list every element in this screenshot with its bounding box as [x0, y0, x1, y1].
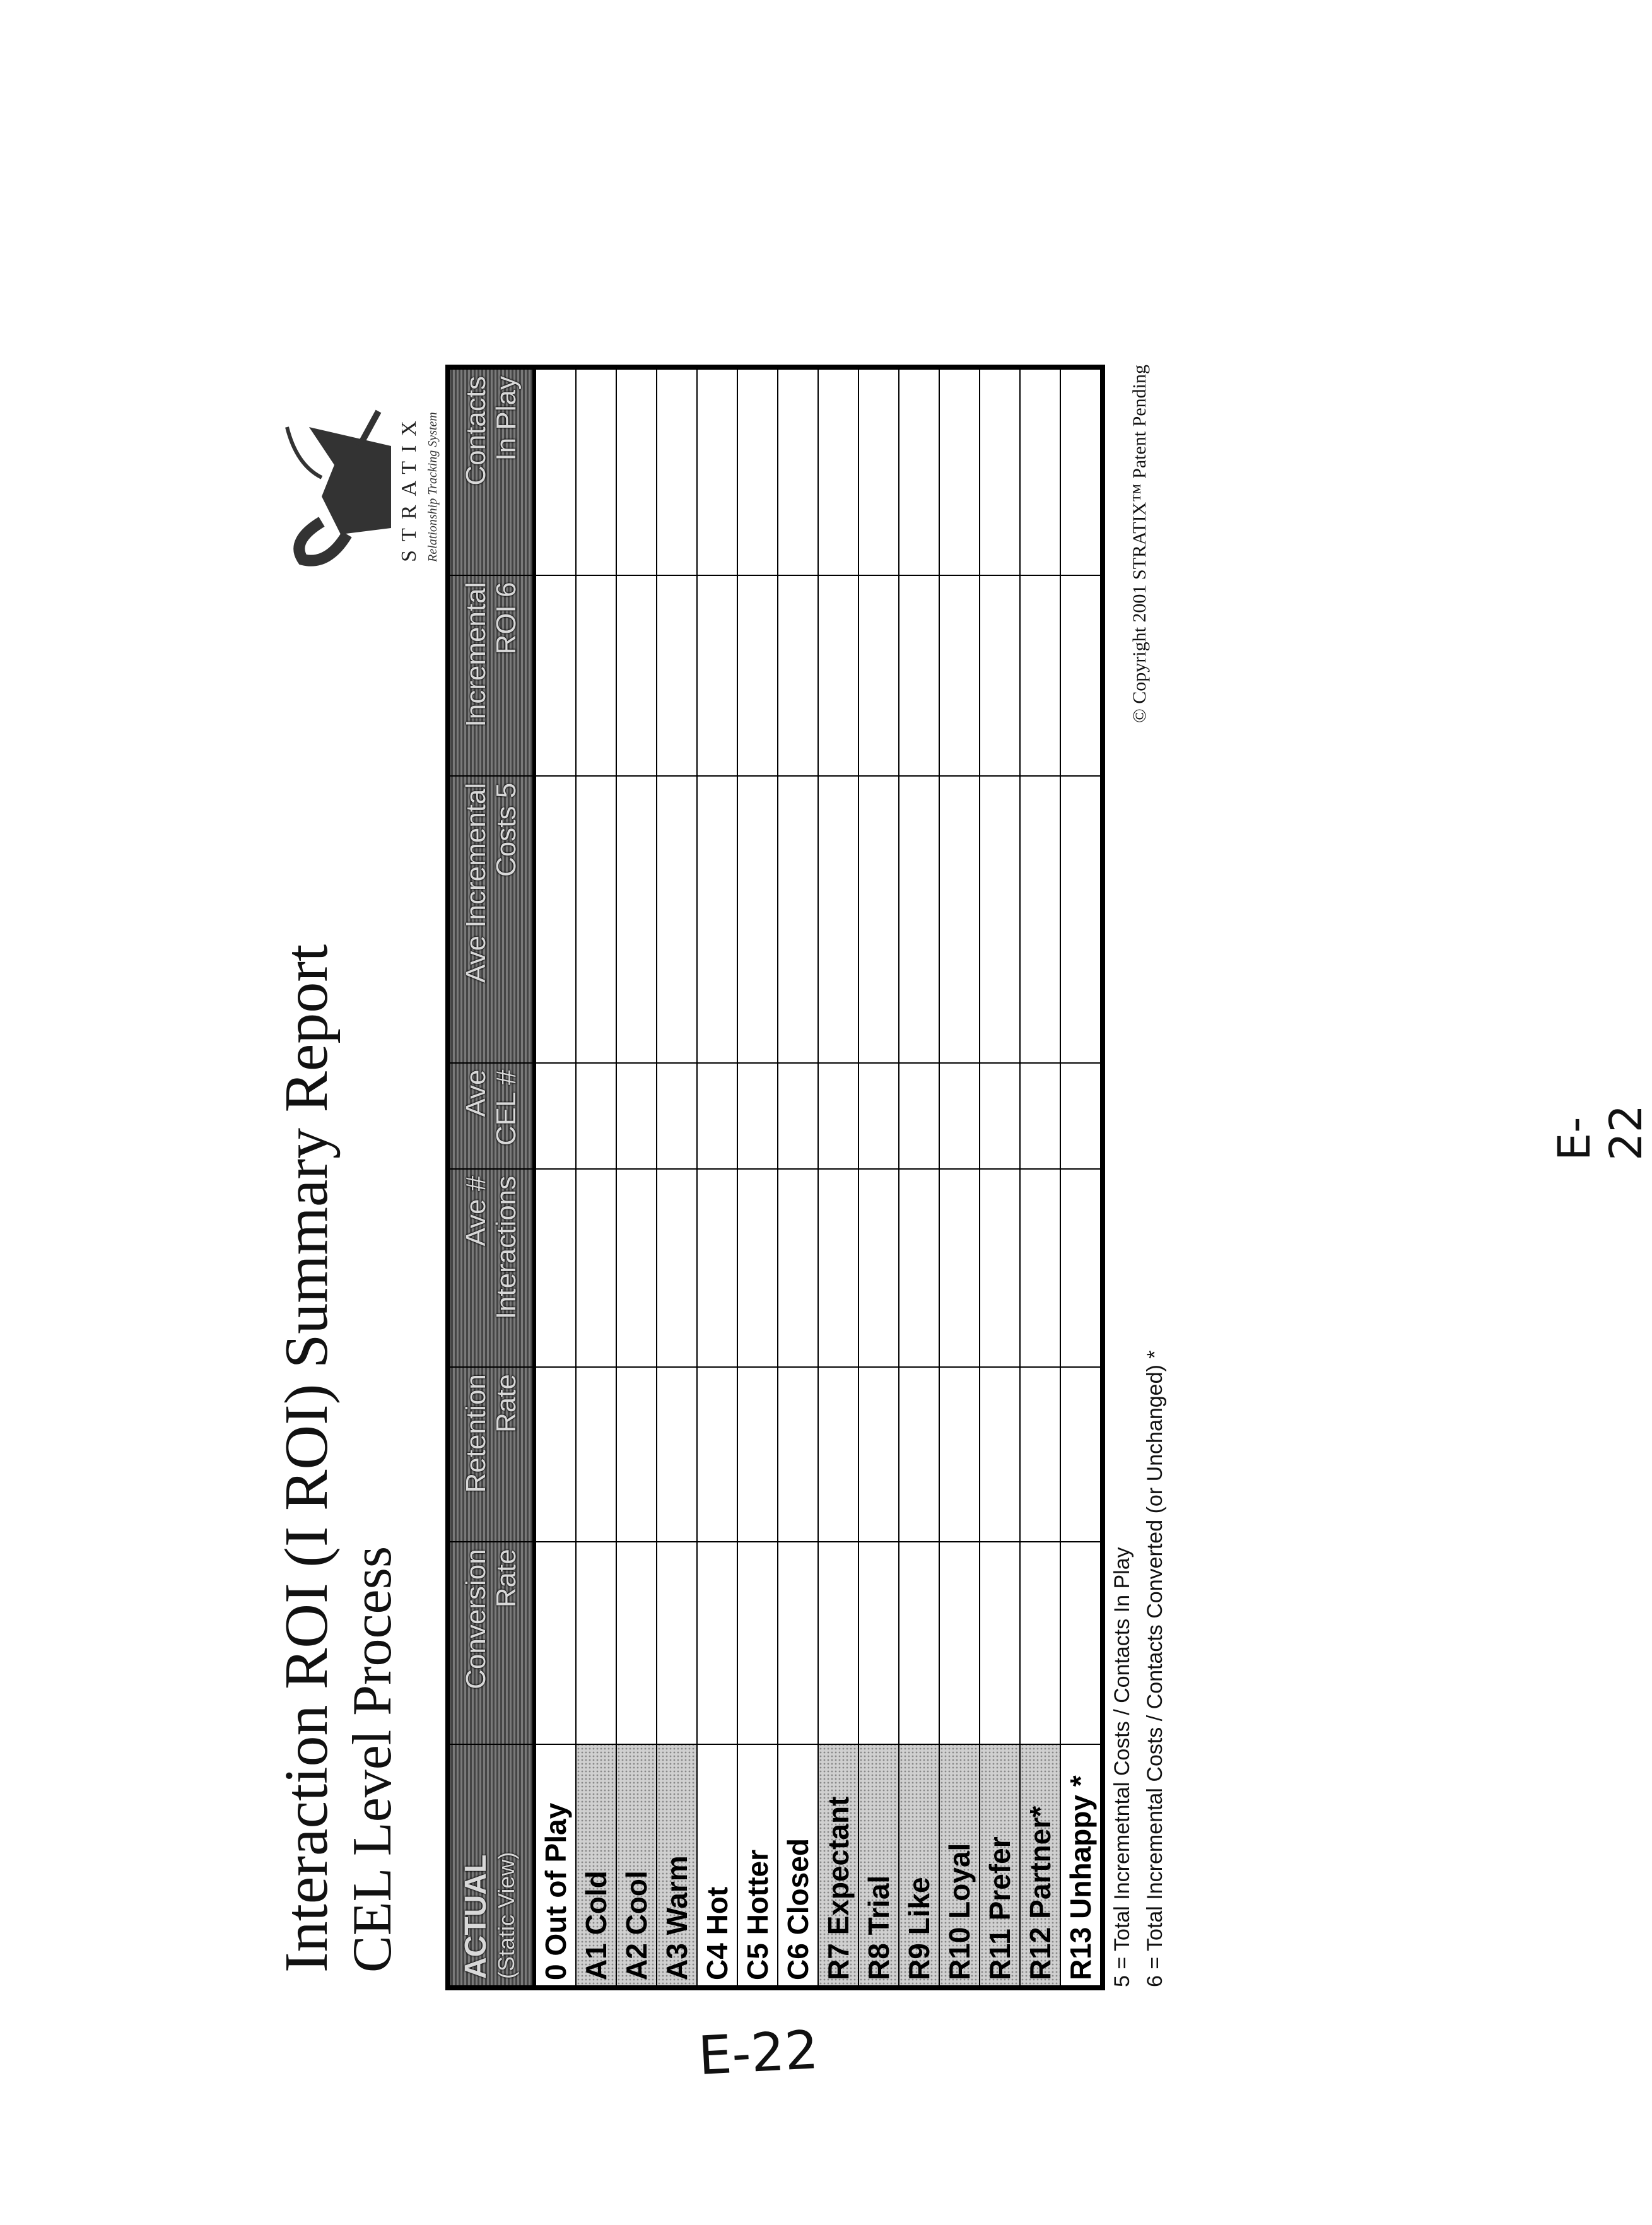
column-header: [448, 367, 534, 575]
empty-cell: [939, 575, 980, 776]
empty-cell: [939, 1542, 980, 1744]
handwritten-page-label: E-22: [697, 2019, 820, 2087]
column-header-line2: Rate: [491, 1374, 522, 1535]
empty-cell: [1060, 1542, 1103, 1744]
empty-cell: [899, 776, 939, 1063]
empty-cell: [737, 367, 778, 575]
row-label: R13 Unhappy *: [1060, 1744, 1103, 1988]
table-row: [778, 367, 818, 1988]
table-row: [980, 367, 1020, 1988]
empty-cell: [1060, 776, 1103, 1063]
empty-cell: [576, 1367, 616, 1542]
logo-tagline: Relationship Tracking System: [426, 364, 440, 610]
roi-summary-table: [445, 365, 1105, 1990]
empty-cell: [737, 776, 778, 1063]
empty-cell: [737, 1063, 778, 1169]
column-header: [448, 1367, 534, 1542]
empty-cell: [939, 776, 980, 1063]
column-header: [448, 1744, 534, 1988]
report-title: Interaction ROI (I ROI) Summary Report: [271, 944, 342, 1973]
table-row: [534, 367, 576, 1988]
row-label: C6 Closed: [778, 1744, 818, 1988]
empty-cell: [980, 575, 1020, 776]
empty-cell: [818, 575, 858, 776]
empty-cell: [899, 575, 939, 776]
empty-cell: [778, 1367, 818, 1542]
logo-name: STRATIX: [397, 364, 421, 610]
empty-cell: [534, 1063, 576, 1169]
empty-cell: [818, 776, 858, 1063]
empty-cell: [1020, 1367, 1060, 1542]
table-row: [818, 367, 858, 1988]
empty-cell: [939, 1169, 980, 1367]
empty-cell: [657, 1542, 697, 1744]
empty-cell: [657, 776, 697, 1063]
table-row: [616, 367, 657, 1988]
empty-cell: [697, 1063, 737, 1169]
column-header-line1: Incremental: [461, 582, 491, 769]
empty-cell: [899, 1542, 939, 1744]
row-label: R9 Like: [899, 1744, 939, 1988]
column-header-line1: Contacts: [461, 376, 491, 568]
row-label: A1 Cold: [576, 1744, 616, 1988]
footnote-5: 5 = Total Incremetntal Costs / Contacts In Play: [1110, 1547, 1135, 1987]
column-header-line2: CEL #: [491, 1070, 522, 1162]
empty-cell: [534, 1169, 576, 1367]
empty-cell: [818, 1169, 858, 1367]
empty-cell: [657, 1063, 697, 1169]
row-label: R10 Loyal: [939, 1744, 980, 1988]
column-header-line1: Ave: [461, 1070, 491, 1162]
empty-cell: [576, 776, 616, 1063]
empty-cell: [657, 1169, 697, 1367]
empty-cell: [858, 1542, 899, 1744]
column-header-line1: Ave #: [461, 1176, 491, 1360]
empty-cell: [697, 1542, 737, 1744]
empty-cell: [657, 1367, 697, 1542]
empty-cell: [737, 1169, 778, 1367]
empty-cell: [980, 1063, 1020, 1169]
column-header-line1: ACTUAL: [461, 1751, 491, 1979]
empty-cell: [980, 1169, 1020, 1367]
report-subtitle: CEL Level Process: [341, 1546, 404, 1973]
column-header: [448, 1542, 534, 1744]
empty-cell: [616, 1169, 657, 1367]
empty-cell: [1060, 367, 1103, 575]
empty-cell: [1020, 367, 1060, 575]
empty-cell: [1060, 1063, 1103, 1169]
empty-cell: [899, 1367, 939, 1542]
table-row: [697, 367, 737, 1988]
empty-cell: [939, 1367, 980, 1542]
column-header: [448, 1169, 534, 1367]
empty-cell: [980, 776, 1020, 1063]
empty-cell: [576, 1169, 616, 1367]
empty-cell: [1060, 575, 1103, 776]
empty-cell: [697, 1367, 737, 1542]
empty-cell: [1020, 1169, 1060, 1367]
column-header: [448, 776, 534, 1063]
empty-cell: [616, 1542, 657, 1744]
empty-cell: [697, 575, 737, 776]
empty-cell: [1020, 575, 1060, 776]
empty-cell: [818, 367, 858, 575]
empty-cell: [858, 776, 899, 1063]
empty-cell: [980, 1367, 1020, 1542]
column-header-line2: Costs 5: [491, 783, 522, 1056]
empty-cell: [778, 776, 818, 1063]
empty-cell: [939, 1063, 980, 1169]
empty-cell: [616, 367, 657, 575]
empty-cell: [737, 1542, 778, 1744]
teapot-logo-icon: [284, 408, 397, 572]
empty-cell: [939, 367, 980, 575]
table-row: [1020, 367, 1060, 1988]
empty-cell: [576, 1542, 616, 1744]
empty-cell: [737, 575, 778, 776]
table-row: [1060, 367, 1103, 1988]
column-header-line2: Rate: [491, 1549, 522, 1737]
column-header-line2: (Static View): [491, 1751, 522, 1979]
stratix-logo: [284, 364, 448, 610]
empty-cell: [534, 575, 576, 776]
empty-cell: [778, 1169, 818, 1367]
column-header-line1: Conversion: [461, 1549, 491, 1737]
rotated-page: [0, 0, 1627, 2225]
empty-cell: [818, 1063, 858, 1169]
empty-cell: [534, 1367, 576, 1542]
table-row: [858, 367, 899, 1988]
empty-cell: [616, 575, 657, 776]
empty-cell: [778, 367, 818, 575]
empty-cell: [858, 1169, 899, 1367]
empty-cell: [616, 1063, 657, 1169]
empty-cell: [697, 776, 737, 1063]
footnote-6: 6 = Total Incremental Costs / Contacts Converted (or Unchanged) *: [1143, 1351, 1168, 1988]
empty-cell: [1060, 1169, 1103, 1367]
empty-cell: [616, 776, 657, 1063]
empty-cell: [1060, 1367, 1103, 1542]
empty-cell: [576, 1063, 616, 1169]
table-row: [899, 367, 939, 1988]
empty-cell: [737, 1367, 778, 1542]
column-header: [448, 1063, 534, 1169]
empty-cell: [818, 1367, 858, 1542]
table-row: [939, 367, 980, 1988]
empty-cell: [1020, 1542, 1060, 1744]
empty-cell: [858, 575, 899, 776]
empty-cell: [980, 1542, 1020, 1744]
row-label: C5 Hotter: [737, 1744, 778, 1988]
row-label: C4 Hot: [697, 1744, 737, 1988]
empty-cell: [858, 1063, 899, 1169]
empty-cell: [818, 1542, 858, 1744]
copyright-notice: © Copyright 2001 STRATIX™ Patent Pending: [1129, 365, 1151, 1166]
empty-cell: [778, 575, 818, 776]
empty-cell: [899, 1063, 939, 1169]
empty-cell: [778, 1542, 818, 1744]
empty-cell: [534, 1542, 576, 1744]
empty-cell: [616, 1367, 657, 1542]
empty-cell: [576, 367, 616, 575]
empty-cell: [899, 1169, 939, 1367]
column-header-line1: Retention: [461, 1374, 491, 1535]
row-label: R11 Prefer: [980, 1744, 1020, 1988]
column-header-line2: In Play: [491, 376, 522, 568]
row-label: A3 Warm: [657, 1744, 697, 1988]
empty-cell: [1020, 1063, 1060, 1169]
row-label: R7 Expectant: [818, 1744, 858, 1988]
table-row: [737, 367, 778, 1988]
table-row: [576, 367, 616, 1988]
row-label: R8 Trial: [858, 1744, 899, 1988]
column-header-line1: Ave Incremental: [461, 783, 491, 1056]
handwritten-margin-label: E-22: [1549, 1082, 1652, 1161]
empty-cell: [980, 367, 1020, 575]
empty-cell: [858, 367, 899, 575]
empty-cell: [697, 1169, 737, 1367]
empty-cell: [1020, 776, 1060, 1063]
empty-cell: [899, 367, 939, 575]
column-header: [448, 575, 534, 776]
row-label: A2 Cool: [616, 1744, 657, 1988]
empty-cell: [778, 1063, 818, 1169]
table-row: [657, 367, 697, 1988]
empty-cell: [534, 367, 576, 575]
column-header-line2: ROI 6: [491, 582, 522, 769]
empty-cell: [657, 575, 697, 776]
empty-cell: [576, 575, 616, 776]
column-header-line2: Interactions: [491, 1176, 522, 1360]
empty-cell: [657, 367, 697, 575]
row-label: R12 Partner*: [1020, 1744, 1060, 1988]
row-label: 0 Out of Play: [534, 1744, 576, 1988]
empty-cell: [534, 776, 576, 1063]
empty-cell: [858, 1367, 899, 1542]
empty-cell: [697, 367, 737, 575]
